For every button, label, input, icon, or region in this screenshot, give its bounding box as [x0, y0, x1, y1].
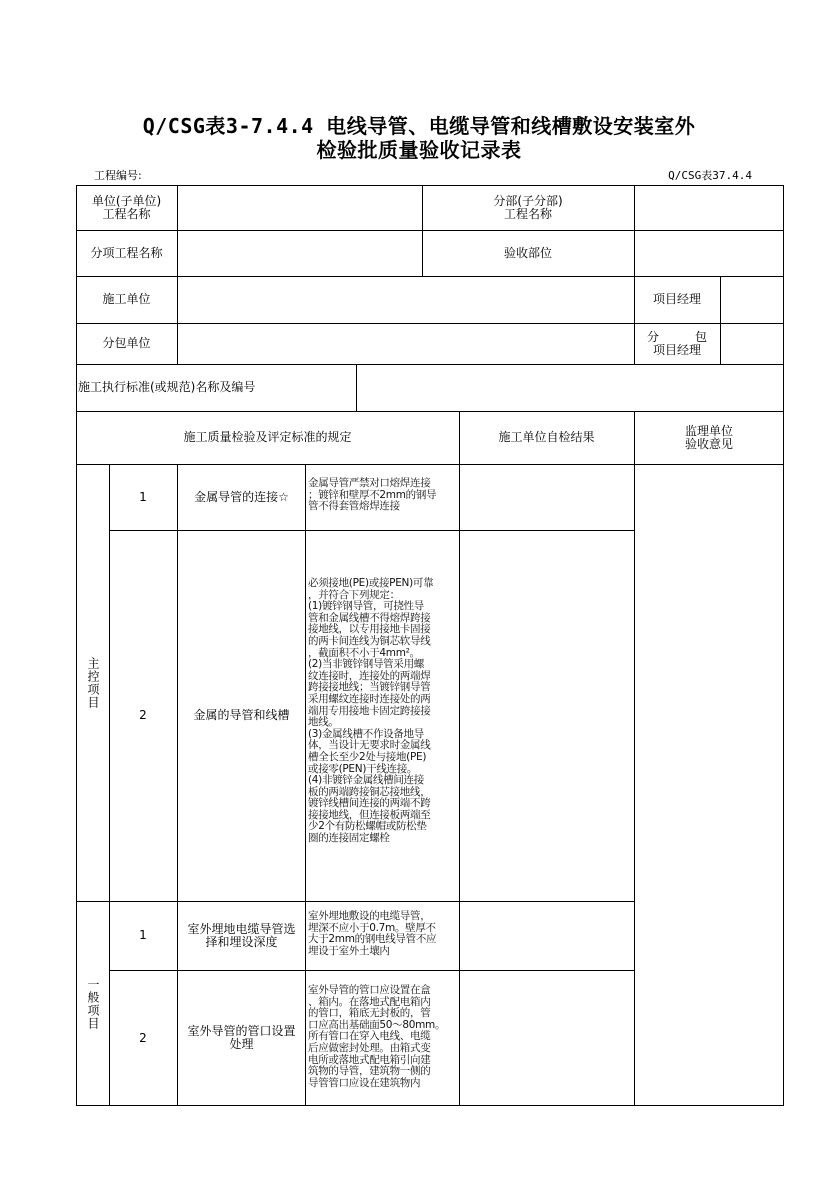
item-name: 金属的导管和线槽 — [193, 708, 290, 722]
item-number: 2 — [139, 708, 147, 722]
standard-value[interactable] — [357, 364, 784, 411]
sub-project-manager-value[interactable] — [721, 323, 784, 364]
project-manager-value[interactable] — [721, 276, 784, 323]
sub-project-manager-label: 分 包 项目经理 — [647, 329, 707, 357]
unit-project-value[interactable] — [178, 185, 422, 230]
item-number: 1 — [139, 928, 147, 942]
standard-label: 施工执行标准(或规范)名称及编号 — [78, 380, 256, 394]
subcontractor-label: 分包单位 — [102, 336, 151, 350]
item-number: 1 — [139, 489, 147, 504]
project-manager-label: 项目经理 — [652, 292, 701, 306]
subcontractor-value[interactable] — [178, 323, 634, 364]
item-self-check[interactable] — [460, 464, 634, 530]
item-self-check[interactable] — [460, 970, 634, 1106]
form-subtitle: 检验批质量验收记录表 — [316, 138, 522, 162]
division-project-label: 分部(子分部) 工程名称 — [493, 193, 563, 221]
division-project-value[interactable] — [635, 185, 784, 230]
main-control-group: 主控项目 — [86, 656, 100, 709]
item-self-check[interactable] — [460, 901, 634, 970]
item-self-check[interactable] — [460, 530, 634, 901]
item-number: 2 — [139, 1030, 147, 1045]
contractor-value[interactable] — [178, 276, 634, 323]
form-title: Q/CSG表3-7.4.4 电线导管、电缆导管和线槽敷设安装室外 — [142, 114, 696, 138]
supervisor-opinion-header: 监理单位 验收意见 — [684, 423, 733, 451]
item-criteria: 必须接地(PE)或接PEN)可靠 ，并符合下列规定： (1)镀锌钢导管，可挠性导 管和金属线槽不得熔焊跨接 接地线，以专用接地卡固接 的两卡间连线为铜芯软导线 ，截面积不小于4mm²。 (2)当非镀锌钢导管采用螺 纹连接时，连接处的两端焊 跨接接地线；当镀锌钢导管 采用螺纹连接时连接处的两 端用专用接地卡固定跨接接 地线。 (3)金属线槽不作设备地导 体，当设计无要求时金属线 槽全长至少2处与接地(PE) 或接零(PEN)干线连接。 (4)非镀锌金属线槽间连接 板的两端跨接铜芯接地线， 镀锌线槽间连接的两端不跨 接接地线，但连接板两端至 少2个有防松螺帽或防松垫 圈的连接固定螺栓 — [308, 577, 434, 845]
unit-project-label: 单位(子单位) 工程名称 — [91, 193, 162, 221]
item-criteria: 室外导管的管口应设置在盒 、箱内。在落地式配电箱内 的管口，箱底无封板的，管 口应高出基础面50～80mm。 所有管口在穿入电线、电缆 后应做密封处理。由箱式变 电所或落地式配电箱引向建 筑物的导管，建筑物一侧的 导管管口应设在建筑物内 — [308, 984, 446, 1089]
contractor-label: 施工单位 — [102, 292, 151, 306]
item-criteria: 金属导管严禁对口熔焊连接 ；镀锌和壁厚不2mm的钢导 管不得套管熔焊连接 — [308, 477, 437, 513]
project-number-label: 工程编号: — [94, 169, 142, 182]
item-name: 室外埋地电缆导管选择和埋设深度 — [187, 921, 296, 949]
subitem-project-label: 分项工程名称 — [90, 245, 163, 260]
item-criteria: 室外埋地敷设的电缆导管， 埋深不应小于0.7m。壁厚不 大于2mm的钢电线导管不应 埋设于室外土壤内 — [308, 910, 437, 957]
general-group: 一般项目 — [86, 977, 100, 1030]
spec-header: 施工质量检验及评定标准的规定 — [183, 430, 352, 444]
subitem-project-value[interactable] — [178, 230, 422, 276]
form-code: Q/CSG表37.4.4 — [668, 169, 752, 182]
self-check-header: 施工单位自检结果 — [498, 430, 595, 444]
inspection-part-label: 验收部位 — [503, 245, 552, 260]
item-name: 金属导管的连接☆ — [194, 489, 289, 504]
inspection-part-value[interactable] — [635, 230, 784, 276]
item-name: 室外导管的管口设置处理 — [187, 1024, 296, 1051]
supervisor-opinion-value[interactable] — [635, 465, 784, 1106]
